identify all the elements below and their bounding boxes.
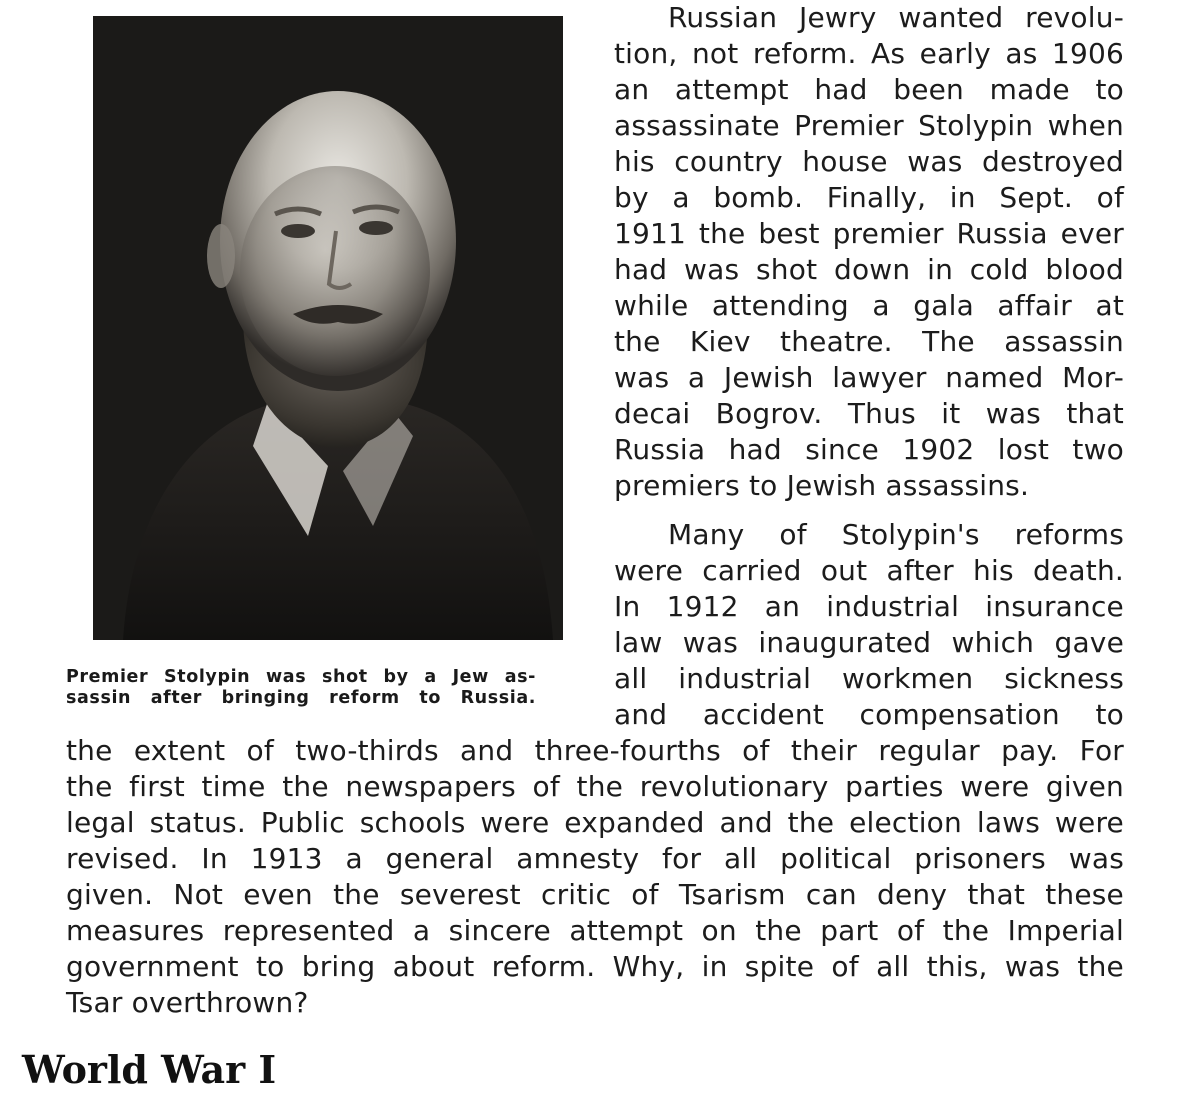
text-line: revised. In 1913 a general amnesty for all political prisoners was — [66, 842, 1124, 875]
text-line: all industrial workmen sickness — [614, 662, 1124, 695]
text-line: the Kiev theatre. The assassin — [614, 325, 1124, 358]
text-line: the extent of two-thirds and three-fourths of their regular pay. For — [66, 734, 1124, 767]
text-line: Russia had since 1902 lost two — [614, 433, 1124, 466]
text-line: assassinate Premier Stolypin when — [614, 109, 1124, 142]
text-line: Many of Stolypin's reforms — [668, 518, 1124, 551]
text-line: legal status. Public schools were expanded and the election laws were — [66, 806, 1124, 839]
photo-caption — [66, 667, 536, 709]
text-line: tion, not reform. As early as 1906 — [614, 37, 1124, 70]
text-line: were carried out after his death. — [614, 554, 1124, 587]
text-line: law was inaugurated which gave — [614, 626, 1124, 659]
text-line: measures represented a sincere attempt on the part of the Imperial — [66, 914, 1124, 947]
text-line: and accident compensation to — [614, 698, 1124, 731]
portrait-photo — [93, 16, 563, 640]
text-line: In 1912 an industrial insurance — [614, 590, 1124, 623]
text-line: while attending a gala affair at — [614, 289, 1124, 322]
portrait-image — [93, 16, 563, 640]
text-line: decai Bogrov. Thus it was that — [614, 397, 1124, 430]
text-line: Tsar overthrown? — [66, 986, 309, 1019]
text-line: Russian Jewry wanted revolu- — [668, 1, 1124, 34]
caption-line: sassin after bringing reform to Russia. — [66, 688, 536, 708]
section-heading: World War I — [22, 1047, 277, 1092]
text-line: government to bring about reform. Why, in spite of all this, was the — [66, 950, 1124, 983]
text-line: an attempt had been made to — [614, 73, 1124, 106]
text-line: the first time the newspapers of the revolutionary parties were given — [66, 770, 1124, 803]
text-line: premiers to Jewish assassins. — [614, 469, 1030, 502]
text-line: given. Not even the severest critic of Tsarism can deny that these — [66, 878, 1124, 911]
text-line: by a bomb. Finally, in Sept. of — [614, 181, 1124, 214]
text-line: his country house was destroyed — [614, 145, 1124, 178]
text-line: had was shot down in cold blood — [614, 253, 1124, 286]
caption-line: Premier Stolypin was shot by a Jew as- — [66, 667, 536, 687]
text-line: was a Jewish lawyer named Mor- — [614, 361, 1124, 394]
text-line: 1911 the best premier Russia ever — [614, 217, 1124, 250]
